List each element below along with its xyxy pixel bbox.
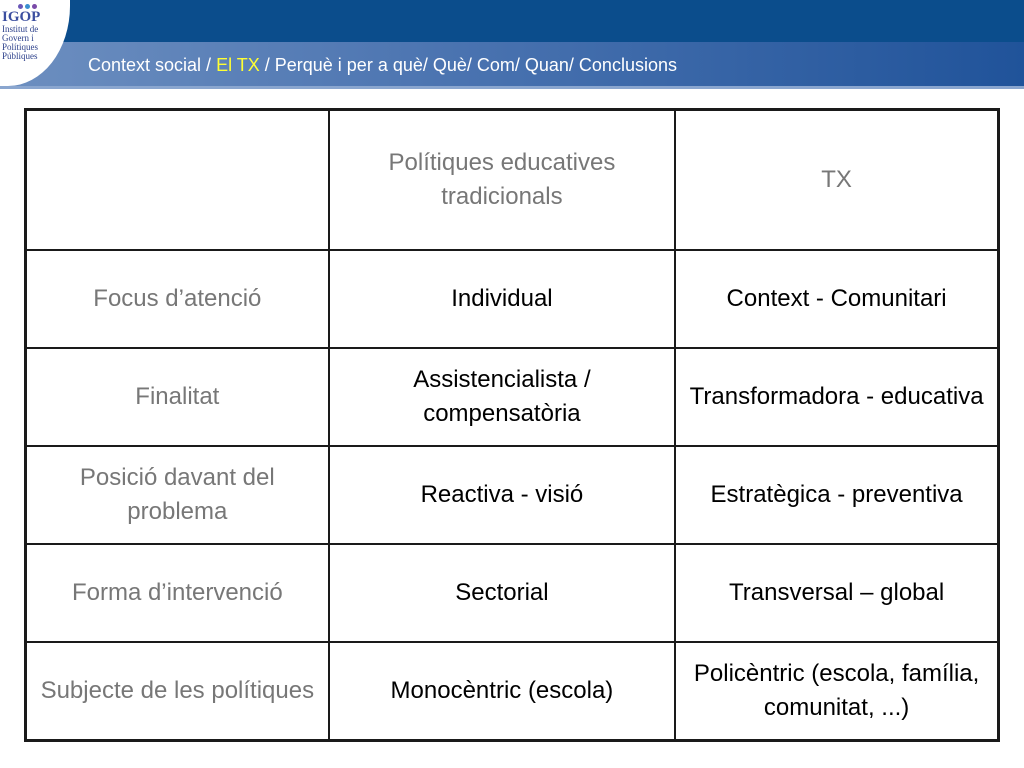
row-label: Forma d’intervenció bbox=[26, 544, 329, 642]
table-header-row bbox=[26, 110, 999, 251]
breadcrumb bbox=[88, 55, 677, 76]
logo-name: IGOP bbox=[2, 9, 41, 25]
table-row bbox=[26, 446, 999, 544]
row-label: Focus d’atenció bbox=[26, 250, 329, 348]
table-row bbox=[26, 642, 999, 741]
breadcrumb-part-2: / Perquè i per a què/ Què/ Com/ Quan/ Conclusions bbox=[259, 55, 677, 75]
header-cell-traditional: Polítiques educatives tradicionals bbox=[329, 110, 676, 251]
logo-line-4: Públiques bbox=[2, 51, 38, 61]
cell-tx: Estratègica - preventiva bbox=[675, 446, 998, 544]
logo-line-1: Institut de bbox=[2, 24, 39, 34]
logo-line-3: Polítiques bbox=[2, 42, 39, 52]
cell-tx: Context - Comunitari bbox=[675, 250, 998, 348]
cell-traditional: Individual bbox=[329, 250, 676, 348]
cell-tx: Transformadora - educativa bbox=[675, 348, 998, 446]
cell-tx: Transversal – global bbox=[675, 544, 998, 642]
table-row bbox=[26, 544, 999, 642]
cell-traditional: Assistencialista / compensatòria bbox=[329, 348, 676, 446]
header-cell-empty bbox=[26, 110, 329, 251]
cell-tx: Policèntric (escola, família, comunitat, ...) bbox=[675, 642, 998, 741]
cell-traditional: Monocèntric (escola) bbox=[329, 642, 676, 741]
row-label: Posició davant del problema bbox=[26, 446, 329, 544]
logo-line-2: Govern i bbox=[2, 33, 34, 43]
comparison-table bbox=[24, 108, 1000, 742]
table-row bbox=[26, 250, 999, 348]
row-label: Finalitat bbox=[26, 348, 329, 446]
header-cell-tx: TX bbox=[675, 110, 998, 251]
cell-traditional: Sectorial bbox=[329, 544, 676, 642]
cell-traditional: Reactiva - visió bbox=[329, 446, 676, 544]
breadcrumb-part-1: Context social / bbox=[88, 55, 217, 75]
row-label: Subjecte de les polítiques bbox=[26, 642, 329, 741]
table-row bbox=[26, 348, 999, 446]
breadcrumb-active: El TX bbox=[216, 55, 260, 75]
header-band-top bbox=[0, 0, 1024, 42]
header-divider bbox=[0, 86, 1024, 89]
igop-logo bbox=[2, 4, 62, 61]
